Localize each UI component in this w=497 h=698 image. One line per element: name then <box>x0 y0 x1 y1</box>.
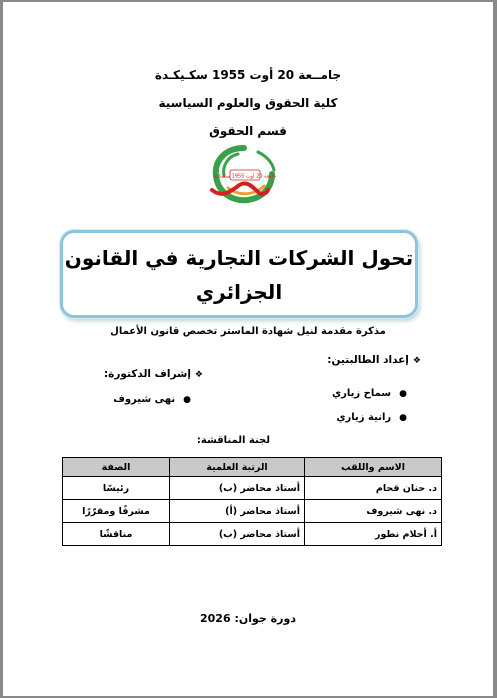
supervisor-name: نهى شيروف <box>113 394 176 405</box>
committee-heading: لجنة المناقشة: <box>196 435 270 446</box>
bullet-icon: ● <box>399 413 407 423</box>
committee-table <box>62 457 442 546</box>
thesis-title: تحول الشركات التجارية في القانون الجزائري <box>64 246 414 304</box>
member-role: مناقشًا <box>63 523 170 546</box>
students-label: إعداد الطالبتين: <box>327 354 409 366</box>
column-header-role: الصفة <box>63 458 170 477</box>
column-header-rank: الرتبة العلمية <box>170 458 305 477</box>
bullet-icon: ● <box>399 389 407 399</box>
member-name: د. حنان قحام <box>305 477 442 500</box>
document-page <box>3 2 493 696</box>
member-name: د. نهى شيروف <box>305 500 442 523</box>
session-date: دورة جوان: 2026 <box>200 612 296 625</box>
thesis-subtitle: مذكرة مقدمة لنيل شهادة الماستر تخصص قانون الأعمال <box>110 326 386 337</box>
supervisor-heading <box>104 368 203 380</box>
students-heading <box>327 354 421 366</box>
member-name: أ. أحلام نطور <box>305 523 442 546</box>
student-item <box>332 388 407 399</box>
title-box <box>60 230 418 318</box>
faculty-name: كلية الحقوق والعلوم السياسية <box>158 96 338 110</box>
table-row <box>63 477 442 500</box>
table-row <box>63 523 442 546</box>
supervisor-label: إشراف الدكتورة: <box>103 368 191 380</box>
department-name: قسم الحقوق <box>209 124 287 138</box>
supervisor-item <box>113 394 191 405</box>
student-name: رانية زياري <box>336 412 392 423</box>
member-rank: أستاذ محاضر (ب) <box>170 523 305 546</box>
university-name: جامــعة 20 أوت 1955 سكـيكـدة <box>154 68 342 82</box>
student-name: سماح زياري <box>331 388 392 399</box>
member-role: رئيسًا <box>63 477 170 500</box>
diamond-bullet-icon: ❖ <box>194 370 203 380</box>
student-item <box>336 412 407 423</box>
university-logo-icon <box>208 142 280 208</box>
member-role: مشرفًا ومقرّرًا <box>63 500 170 523</box>
member-rank: أستاذ محاضر (أ) <box>170 500 305 523</box>
member-rank: أستاذ محاضر (ب) <box>170 477 305 500</box>
diamond-bullet-icon: ❖ <box>412 356 421 366</box>
table-header-row <box>63 458 442 477</box>
bullet-icon: ● <box>183 395 191 405</box>
table-row <box>63 500 442 523</box>
logo-text: جامعة 20 أوت 1955 سكيكدة <box>213 173 277 180</box>
column-header-name: الاسم واللقب <box>305 458 442 477</box>
